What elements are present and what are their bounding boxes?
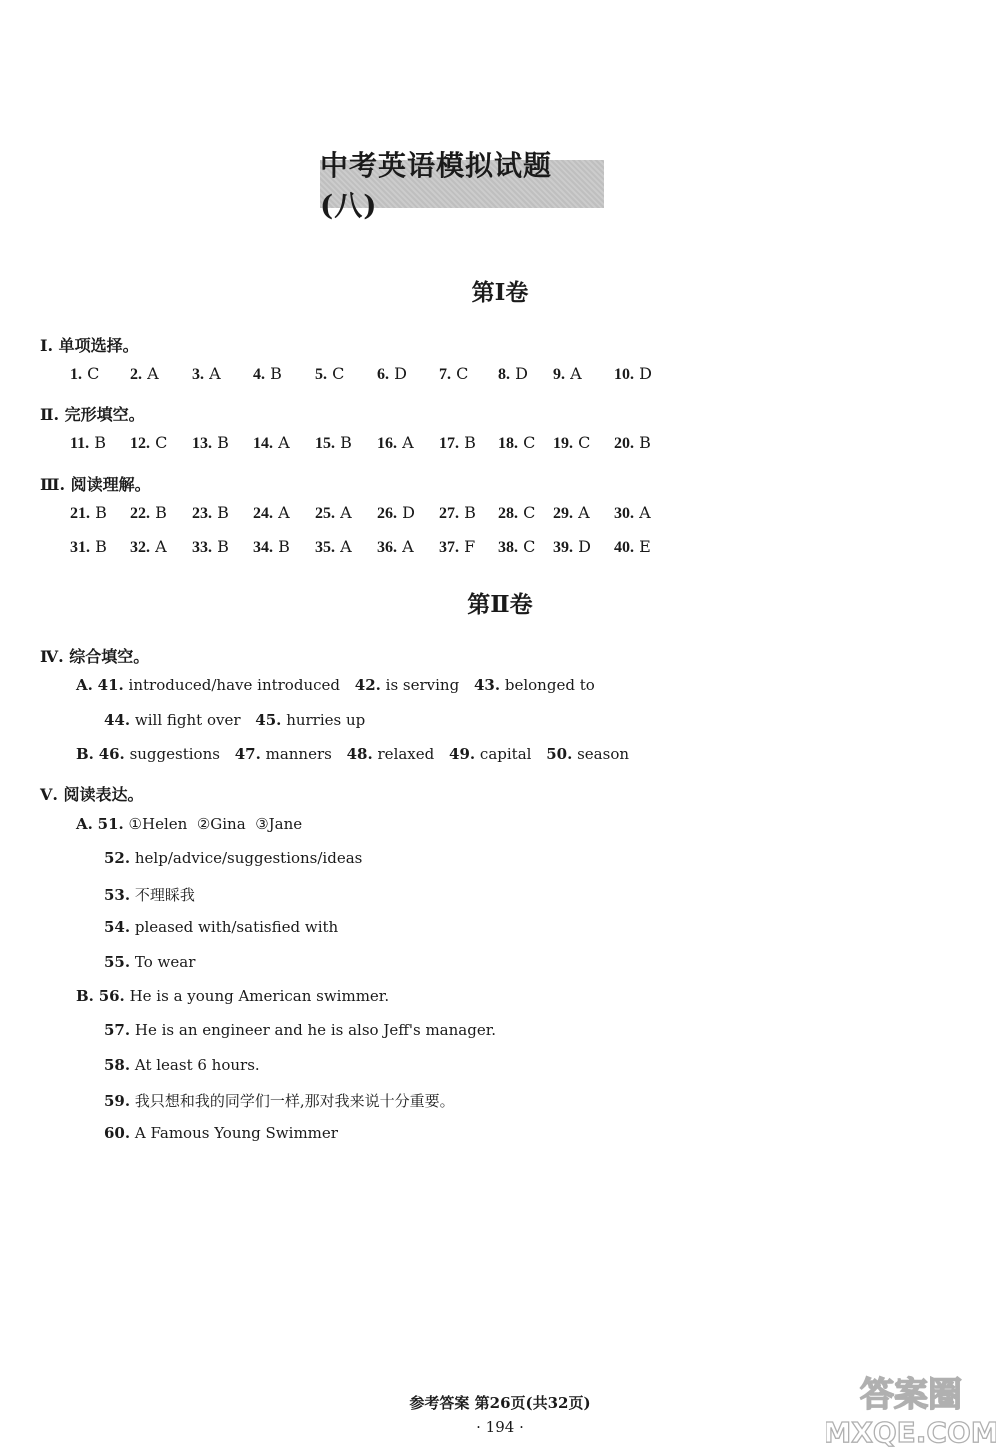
answer-number: 55. bbox=[104, 953, 131, 971]
question-number: 13. bbox=[192, 435, 212, 452]
question-number: 7. bbox=[439, 366, 451, 383]
page-number: · 194 · bbox=[476, 1418, 524, 1436]
mc-answer bbox=[253, 503, 290, 523]
question-number: 26. bbox=[377, 505, 397, 522]
question-number: 2. bbox=[130, 366, 142, 383]
answer-letter: B bbox=[634, 433, 651, 452]
mc-answer bbox=[70, 433, 106, 453]
answer-text: relaxed bbox=[377, 745, 435, 763]
question-number: 4. bbox=[253, 366, 265, 383]
mc-answer bbox=[130, 503, 167, 523]
question-number: 8. bbox=[498, 366, 510, 383]
mc-answer bbox=[192, 503, 229, 523]
answer-letter: C bbox=[518, 537, 536, 556]
answer-number: 59. bbox=[104, 1092, 131, 1110]
watermark-url: MXQE.COM bbox=[826, 1416, 996, 1449]
question-number: 39. bbox=[553, 539, 573, 556]
answer-number: 42. bbox=[354, 676, 381, 694]
answer-letter: C bbox=[573, 433, 591, 452]
answer-letter: E bbox=[634, 537, 651, 556]
part5-a-item-54 bbox=[104, 918, 338, 936]
answer-letter: B bbox=[89, 433, 106, 452]
question-number: 27. bbox=[439, 505, 459, 522]
answer-letter: D bbox=[510, 364, 528, 383]
answer-number: 50. bbox=[546, 745, 573, 763]
answer-number: 49. bbox=[449, 745, 476, 763]
answer-text: A Famous Young Swimmer bbox=[134, 1124, 338, 1142]
mc-answer bbox=[498, 503, 535, 523]
question-number: 31. bbox=[70, 539, 90, 556]
answer-text: To wear bbox=[134, 953, 196, 971]
mc-answer bbox=[614, 537, 651, 557]
answer-letter: A bbox=[634, 503, 651, 522]
question-number: 16. bbox=[377, 435, 397, 452]
question-number: 30. bbox=[614, 505, 634, 522]
part5-b-item-60 bbox=[104, 1124, 338, 1142]
mc-answer bbox=[377, 364, 407, 384]
question-number: 34. bbox=[253, 539, 273, 556]
mc-answer bbox=[439, 503, 476, 523]
mc-answer bbox=[315, 537, 352, 557]
answer-number: 54. bbox=[104, 918, 131, 936]
answer-letter: B bbox=[273, 537, 290, 556]
answer-text: pleased with/satisfied with bbox=[134, 918, 339, 936]
mc-answer bbox=[439, 433, 476, 453]
answer-letter: A bbox=[335, 503, 352, 522]
answer-letter: A bbox=[397, 537, 414, 556]
question-number: 12. bbox=[130, 435, 150, 452]
question-number: 29. bbox=[553, 505, 573, 522]
question-number: 36. bbox=[377, 539, 397, 556]
question-number: 24. bbox=[253, 505, 273, 522]
part4-a-label: A. bbox=[76, 676, 93, 694]
answer-text: introduced/have introduced bbox=[128, 676, 340, 694]
mc-answer bbox=[614, 433, 651, 453]
answer-text: suggestions bbox=[129, 745, 220, 763]
part5-a-label: A. bbox=[76, 815, 93, 833]
mc-answer bbox=[377, 433, 414, 453]
answer-number: 56. bbox=[98, 987, 125, 1005]
answer-text: belonged to bbox=[504, 676, 595, 694]
mc-answer bbox=[70, 537, 107, 557]
answer-letter: C bbox=[518, 503, 536, 522]
question-number: 21. bbox=[70, 505, 90, 522]
mc-answer bbox=[70, 503, 107, 523]
question-number: 38. bbox=[498, 539, 518, 556]
answer-number: 51. bbox=[97, 815, 124, 833]
mc-answer bbox=[553, 433, 590, 453]
mc-answer bbox=[553, 364, 582, 384]
part5-b-label: B. bbox=[76, 987, 94, 1005]
part4-a-line-2 bbox=[104, 711, 365, 729]
section-1-heading: Ⅰ. 单项选择。 bbox=[40, 336, 139, 355]
question-number: 33. bbox=[192, 539, 212, 556]
mc-row-1 bbox=[0, 364, 1000, 386]
answer-text: hurries up bbox=[286, 711, 366, 729]
answer-letter: A bbox=[273, 503, 290, 522]
question-number: 10. bbox=[614, 366, 634, 383]
mc-answer bbox=[614, 364, 652, 384]
answer-letter: C bbox=[518, 433, 536, 452]
mc-answer bbox=[315, 503, 352, 523]
part5-b-item-57 bbox=[104, 1021, 496, 1039]
answer-letter: A bbox=[573, 503, 590, 522]
answer-text: He is an engineer and he is also Jeff's manager. bbox=[134, 1021, 496, 1039]
mc-answer bbox=[253, 364, 282, 384]
part5-a-item-52 bbox=[104, 849, 362, 867]
mc-answer bbox=[439, 537, 475, 557]
question-number: 3. bbox=[192, 366, 204, 383]
answer-text: 不理睬我 bbox=[134, 886, 195, 904]
part4-b-label: B. bbox=[76, 745, 94, 763]
question-number: 14. bbox=[253, 435, 273, 452]
answer-letter: A bbox=[565, 364, 582, 383]
mc-row-2 bbox=[0, 433, 1000, 455]
answer-text: manners bbox=[265, 745, 332, 763]
answer-letter: A bbox=[142, 364, 159, 383]
footer-reference: 参考答案 第26页(共32页) bbox=[409, 1394, 591, 1412]
answer-text: help/advice/suggestions/ideas bbox=[134, 849, 363, 867]
answer-number: 47. bbox=[234, 745, 261, 763]
answer-text: 我只想和我的同学们一样,那对我来说十分重要。 bbox=[134, 1092, 455, 1110]
watermark-brand: 答案圈 bbox=[860, 1375, 962, 1415]
mc-answer bbox=[253, 537, 290, 557]
part5-a-item-51 bbox=[76, 815, 302, 833]
mc-answer bbox=[439, 364, 468, 384]
question-number: 6. bbox=[377, 366, 389, 383]
question-number: 19. bbox=[553, 435, 573, 452]
answer-letter: B bbox=[212, 537, 229, 556]
watermark-icon bbox=[826, 1368, 996, 1450]
question-number: 17. bbox=[439, 435, 459, 452]
answer-letter: C bbox=[82, 364, 100, 383]
answer-letter: D bbox=[573, 537, 591, 556]
mc-row-3 bbox=[0, 503, 1000, 525]
question-number: 23. bbox=[192, 505, 212, 522]
part5-b-item-59 bbox=[104, 1090, 455, 1111]
mc-answer bbox=[498, 433, 535, 453]
question-number: 37. bbox=[439, 539, 459, 556]
question-number: 11. bbox=[70, 435, 90, 452]
question-number: 40. bbox=[614, 539, 634, 556]
answer-letter: B bbox=[212, 433, 229, 452]
answer-text: will fight over bbox=[134, 711, 241, 729]
question-number: 32. bbox=[130, 539, 150, 556]
question-number: 22. bbox=[130, 505, 150, 522]
answer-number: 41. bbox=[97, 676, 124, 694]
answer-text: At least 6 hours. bbox=[134, 1056, 260, 1074]
mc-answer bbox=[498, 537, 535, 557]
answer-letter: D bbox=[397, 503, 415, 522]
question-number: 28. bbox=[498, 505, 518, 522]
answer-text: He is a young American swimmer. bbox=[129, 987, 390, 1005]
answer-letter: A bbox=[397, 433, 414, 452]
answer-number: 48. bbox=[346, 745, 373, 763]
question-number: 20. bbox=[614, 435, 634, 452]
question-number: 1. bbox=[70, 366, 82, 383]
answer-letter: A bbox=[204, 364, 221, 383]
mc-answer bbox=[192, 537, 229, 557]
part5-a-item-55 bbox=[104, 953, 195, 971]
mc-answer bbox=[192, 364, 221, 384]
mc-row-4 bbox=[0, 537, 1000, 559]
answer-letter: B bbox=[265, 364, 282, 383]
mc-answer bbox=[70, 364, 99, 384]
section-4-heading: Ⅳ. 综合填空。 bbox=[40, 647, 150, 666]
answer-text: season bbox=[577, 745, 630, 763]
answer-text: ①Helen ②Gina ③Jane bbox=[128, 815, 303, 833]
answer-text: is serving bbox=[385, 676, 460, 694]
answer-letter: F bbox=[459, 537, 476, 556]
answer-letter: B bbox=[150, 503, 167, 522]
part5-b-item-56 bbox=[76, 987, 389, 1005]
answer-letter: B bbox=[90, 503, 107, 522]
mc-answer bbox=[315, 433, 352, 453]
answer-number: 46. bbox=[98, 745, 125, 763]
answer-number: 58. bbox=[104, 1056, 131, 1074]
mc-answer bbox=[498, 364, 528, 384]
answer-number: 43. bbox=[473, 676, 501, 694]
answer-letter: C bbox=[327, 364, 345, 383]
answer-text: capital bbox=[479, 745, 532, 763]
question-number: 9. bbox=[553, 366, 565, 383]
question-number: 35. bbox=[315, 539, 335, 556]
section-5-heading: Ⅴ. 阅读表达。 bbox=[40, 785, 144, 804]
answer-number: 44. bbox=[104, 711, 131, 729]
mc-answer bbox=[377, 503, 415, 523]
answer-letter: C bbox=[451, 364, 469, 383]
answer-letter: B bbox=[459, 503, 476, 522]
part5-b-item-58 bbox=[104, 1056, 260, 1074]
part5-a-item-53 bbox=[104, 884, 195, 905]
part4-a-line-1 bbox=[76, 676, 595, 694]
answer-letter: A bbox=[150, 537, 167, 556]
mc-answer bbox=[130, 433, 167, 453]
mc-answer bbox=[553, 537, 591, 557]
answer-letter: B bbox=[212, 503, 229, 522]
mc-answer bbox=[315, 364, 344, 384]
mc-answer bbox=[192, 433, 229, 453]
volume-2-heading: 第Ⅱ卷 bbox=[467, 591, 533, 618]
answer-letter: B bbox=[90, 537, 107, 556]
answer-number: 52. bbox=[104, 849, 131, 867]
mc-answer bbox=[130, 364, 159, 384]
answer-letter: C bbox=[150, 433, 168, 452]
mc-answer bbox=[130, 537, 167, 557]
answer-number: 53. bbox=[104, 886, 131, 904]
mc-answer bbox=[553, 503, 590, 523]
answer-letter: A bbox=[273, 433, 290, 452]
mc-answer bbox=[377, 537, 414, 557]
answer-letter: D bbox=[389, 364, 407, 383]
section-2-heading: Ⅱ. 完形填空。 bbox=[40, 405, 145, 424]
exam-title: 中考英语模拟试题(八) bbox=[320, 160, 604, 208]
answer-number: 57. bbox=[104, 1021, 131, 1039]
question-number: 15. bbox=[315, 435, 335, 452]
watermark-logo bbox=[826, 1368, 996, 1450]
answer-number: 60. bbox=[104, 1124, 131, 1142]
section-3-heading: Ⅲ. 阅读理解。 bbox=[40, 475, 151, 494]
mc-answer bbox=[253, 433, 290, 453]
volume-1-heading: 第Ⅰ卷 bbox=[471, 279, 529, 306]
answer-letter: B bbox=[335, 433, 352, 452]
answer-letter: A bbox=[335, 537, 352, 556]
question-number: 25. bbox=[315, 505, 335, 522]
answer-letter: D bbox=[634, 364, 652, 383]
part4-b-line-1 bbox=[76, 745, 629, 763]
answer-number: 45. bbox=[255, 711, 282, 729]
mc-answer bbox=[614, 503, 651, 523]
question-number: 18. bbox=[498, 435, 518, 452]
question-number: 5. bbox=[315, 366, 327, 383]
answer-letter: B bbox=[459, 433, 476, 452]
